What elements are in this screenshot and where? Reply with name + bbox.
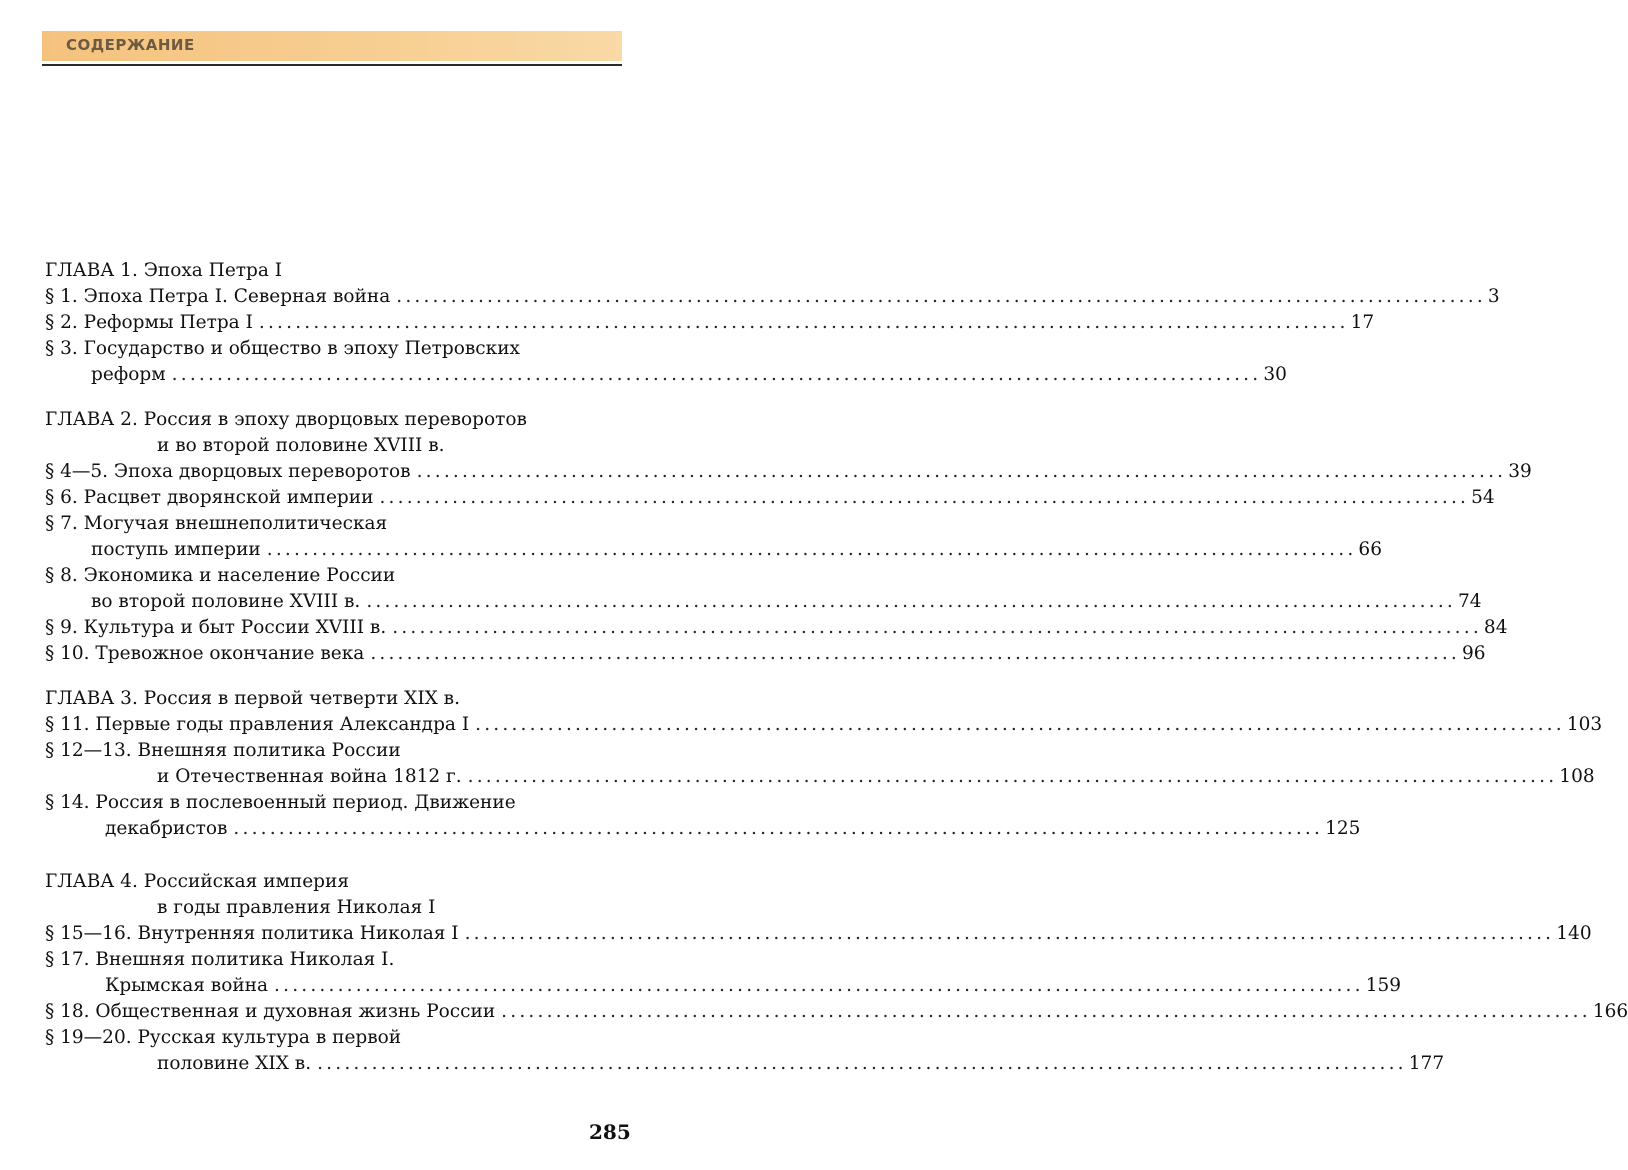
dot-leader: ........................................................................................................................ xyxy=(379,487,1470,508)
chapter-3 xyxy=(45,686,1603,842)
toc-entry[interactable]: § 1. Эпоха Петра I. Северная война ........................................................................................................................ 3 xyxy=(45,284,612,310)
dot-leader: ........................................................................................................................ xyxy=(475,714,1565,735)
toc-entry[interactable]: § 3. Государство и общество в эпоху Петровских xyxy=(45,338,520,359)
dot-leader: ........................................................................................................................ xyxy=(464,923,1555,944)
toc-entry-continuation[interactable]: декабристов ........................................................................................................................ 125 xyxy=(45,816,612,842)
toc-entry-continuation[interactable]: и Отечественная война 1812 г. ........................................................................................................................ 108 xyxy=(45,764,612,790)
chapter-heading-continuation: в годы правления Николая I xyxy=(157,897,436,918)
page-ref: 30 xyxy=(1263,364,1287,385)
toc-entry-continuation[interactable]: во второй половине XVIII в. ........................................................................................................................ 74 xyxy=(45,589,612,615)
toc-entry[interactable]: § 18. Общественная и духовная жизнь России ........................................................................................................................ 166 xyxy=(45,999,612,1025)
page-ref: 177 xyxy=(1408,1053,1445,1074)
page-ref: 54 xyxy=(1471,487,1495,508)
toc-entry-continuation[interactable]: Крымская война ........................................................................................................................ 159 xyxy=(45,973,612,999)
toc-entry[interactable]: § 2. Реформы Петра I ........................................................................................................................ 17 xyxy=(45,310,612,336)
toc-entry[interactable]: § 11. Первые годы правления Александра I ........................................................................................................................ 103 xyxy=(45,712,612,738)
page-ref: 96 xyxy=(1462,643,1486,664)
page-ref: 17 xyxy=(1350,312,1375,333)
toc-entry[interactable]: § 15—16. Внутренняя политика Николая I ........................................................................................................................ 140 xyxy=(45,921,612,947)
dot-leader: ........................................................................................................................ xyxy=(171,364,1262,385)
toc-entry-continuation[interactable]: половине XIX в. ........................................................................................................................ 177 xyxy=(45,1051,612,1077)
chapter-heading-continuation: и во второй половине XVIII в. xyxy=(157,435,445,456)
toc-entry[interactable]: § 6. Расцвет дворянской империи ........................................................................................................................ 54 xyxy=(45,485,612,511)
page-ref: 66 xyxy=(1358,539,1382,560)
page-ref: 3 xyxy=(1487,286,1500,307)
toc-entry-continuation[interactable]: реформ ........................................................................................................................ 30 xyxy=(45,362,612,388)
toc-entry[interactable]: § 12—13. Внешняя политика России xyxy=(45,740,401,761)
dot-leader: ........................................................................................................................ xyxy=(366,591,1456,612)
dot-leader: ........................................................................................................................ xyxy=(396,286,1486,307)
page-number: 285 xyxy=(589,1120,631,1144)
header-divider xyxy=(42,64,622,66)
dot-leader: ........................................................................................................................ xyxy=(467,766,1558,787)
page-ref: 166 xyxy=(1592,1001,1628,1022)
chapter-heading: ГЛАВА 3. Россия в первой четверти XIX в. xyxy=(45,688,460,709)
dot-leader: ........................................................................................................................ xyxy=(501,1001,1591,1022)
table-of-contents xyxy=(45,258,1628,1096)
chapter-4 xyxy=(45,869,1628,1077)
toc-entry[interactable]: § 4—5. Эпоха дворцовых переворотов ........................................................................................................................ 39 xyxy=(45,459,612,485)
chapter-heading: ГЛАВА 2. Россия в эпоху дворцовых переворотов xyxy=(45,409,527,430)
dot-leader: ........................................................................................................................ xyxy=(317,1053,1407,1074)
chapter-heading: ГЛАВА 1. Эпоха Петра I xyxy=(45,260,283,281)
page-ref: 140 xyxy=(1556,923,1592,944)
dot-leader: ........................................................................................................................ xyxy=(233,818,1324,839)
chapter-heading: ГЛАВА 4. Российская империя xyxy=(45,871,350,892)
toc-entry[interactable]: § 9. Культура и быт России XVIII в. ........................................................................................................................ 84 xyxy=(45,615,612,641)
page-ref: 74 xyxy=(1458,591,1482,612)
toc-entry[interactable]: § 10. Тревожное окончание века ........................................................................................................................ 96 xyxy=(45,641,612,667)
dot-leader: ........................................................................................................................ xyxy=(392,617,1482,638)
toc-entry[interactable]: § 17. Внешняя политика Николая I. xyxy=(45,949,395,970)
page-ref: 125 xyxy=(1325,818,1361,839)
page-ref: 159 xyxy=(1365,975,1402,996)
toc-entry[interactable]: § 14. Россия в послевоенный период. Движение xyxy=(45,792,516,813)
page-ref: 84 xyxy=(1483,617,1508,638)
page-ref: 103 xyxy=(1566,714,1603,735)
toc-entry[interactable]: § 8. Экономика и население России xyxy=(45,565,396,586)
toc-entry-continuation[interactable]: поступь империи ........................................................................................................................ 66 xyxy=(45,537,612,563)
dot-leader: ........................................................................................................................ xyxy=(370,643,1460,664)
toc-entry[interactable]: § 19—20. Русская культура в первой xyxy=(45,1027,402,1048)
chapter-2 xyxy=(45,407,1532,667)
toc-entry[interactable]: § 7. Могучая внешнеполитическая xyxy=(45,513,388,534)
dot-leader: ........................................................................................................................ xyxy=(266,539,1357,560)
dot-leader: ........................................................................................................................ xyxy=(416,461,1507,482)
page-ref: 39 xyxy=(1508,461,1532,482)
dot-leader: ........................................................................................................................ xyxy=(258,312,1349,333)
section-title: СОДЕРЖАНИЕ xyxy=(66,36,195,54)
dot-leader: ........................................................................................................................ xyxy=(274,975,1364,996)
chapter-1 xyxy=(45,258,1500,388)
page-ref: 108 xyxy=(1559,766,1595,787)
